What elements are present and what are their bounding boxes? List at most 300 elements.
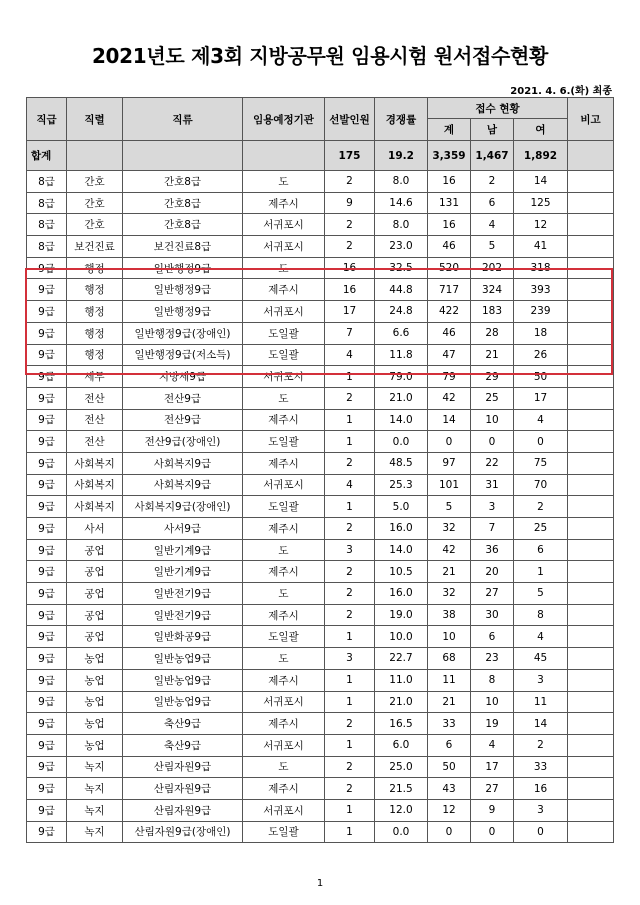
cell-female: 393 [514,279,568,301]
cell-agency: 서귀포시 [243,691,325,713]
cell-ratio: 10.0 [375,626,428,648]
cell-total: 717 [428,279,471,301]
cell-agency: 도 [243,387,325,409]
cell-female: 1 [514,561,568,583]
cell-male: 36 [471,539,514,561]
cell-ratio: 48.5 [375,452,428,474]
table-row [27,496,614,518]
table-row [27,409,614,431]
cell-ratio: 0.0 [375,431,428,453]
cell-series: 사회복지 [67,474,123,496]
totals-note [568,141,614,171]
cell-ratio: 19.0 [375,604,428,626]
cell-female: 3 [514,669,568,691]
cell-agency: 도 [243,171,325,193]
cell-note [568,322,614,344]
cell-job: 전산9급(장애인) [123,431,243,453]
cell-male: 7 [471,518,514,540]
cell-note [568,799,614,821]
cell-job: 사회복지9급 [123,452,243,474]
table-row [27,734,614,756]
cell-agency: 도 [243,648,325,670]
cell-grade: 9급 [27,409,67,431]
cell-quota: 2 [325,713,375,735]
totals-quota: 175 [325,141,375,171]
cell-series: 농업 [67,669,123,691]
cell-note [568,171,614,193]
cell-female: 18 [514,322,568,344]
cell-total: 21 [428,691,471,713]
cell-note [568,713,614,735]
cell-grade: 9급 [27,366,67,388]
cell-ratio: 25.3 [375,474,428,496]
cell-quota: 1 [325,431,375,453]
cell-quota: 1 [325,496,375,518]
cell-grade: 9급 [27,539,67,561]
cell-series: 공업 [67,604,123,626]
table-row [27,799,614,821]
cell-job: 축산9급 [123,734,243,756]
cell-series: 행정 [67,344,123,366]
cell-job: 산림자원9급 [123,799,243,821]
cell-series: 간호 [67,192,123,214]
cell-total: 32 [428,518,471,540]
cell-agency: 제주시 [243,713,325,735]
cell-ratio: 11.8 [375,344,428,366]
cell-agency: 서귀포시 [243,214,325,236]
table-row [27,648,614,670]
cell-job: 산림자원9급 [123,756,243,778]
cell-series: 녹지 [67,756,123,778]
cell-male: 324 [471,279,514,301]
totals-female: 1,892 [514,141,568,171]
cell-female: 5 [514,583,568,605]
totals-series [67,141,123,171]
cell-ratio: 11.0 [375,669,428,691]
page-number: 1 [316,878,324,889]
table-row [27,366,614,388]
cell-female: 239 [514,301,568,323]
table-row [27,518,614,540]
cell-note [568,474,614,496]
cell-job: 일반농업9급 [123,648,243,670]
cell-job: 일반전기9급 [123,604,243,626]
cell-agency: 제주시 [243,604,325,626]
cell-male: 27 [471,583,514,605]
cell-note [568,648,614,670]
cell-male: 27 [471,778,514,800]
cell-job: 일반농업9급 [123,669,243,691]
header-total: 계 [428,119,471,141]
cell-agency: 도일괄 [243,322,325,344]
cell-quota: 1 [325,821,375,843]
cell-total: 79 [428,366,471,388]
cell-job: 사서9급 [123,518,243,540]
cell-total: 43 [428,778,471,800]
cell-series: 농업 [67,713,123,735]
cell-job: 일반행정9급 [123,257,243,279]
cell-quota: 1 [325,669,375,691]
cell-female: 4 [514,409,568,431]
cell-female: 0 [514,821,568,843]
cell-note [568,626,614,648]
cell-total: 16 [428,214,471,236]
cell-note [568,583,614,605]
cell-grade: 8급 [27,236,67,258]
cell-total: 42 [428,539,471,561]
cell-ratio: 44.8 [375,279,428,301]
cell-grade: 9급 [27,821,67,843]
cell-ratio: 21.5 [375,778,428,800]
cell-ratio: 12.0 [375,799,428,821]
cell-note [568,821,614,843]
cell-series: 행정 [67,322,123,344]
cell-ratio: 10.5 [375,561,428,583]
cell-quota: 2 [325,171,375,193]
table-row [27,322,614,344]
table-row [27,821,614,843]
cell-male: 6 [471,192,514,214]
cell-total: 46 [428,322,471,344]
date-note: 2021. 4. 6.(화) 최종 [510,86,612,97]
header-apply-status: 접수 현황 [428,98,568,119]
table-row [27,214,614,236]
table-row [27,279,614,301]
cell-quota: 2 [325,778,375,800]
cell-male: 3 [471,496,514,518]
cell-series: 간호 [67,214,123,236]
cell-agency: 서귀포시 [243,301,325,323]
cell-ratio: 16.0 [375,583,428,605]
cell-ratio: 16.0 [375,518,428,540]
cell-male: 23 [471,648,514,670]
cell-note [568,539,614,561]
cell-job: 일반전기9급 [123,583,243,605]
cell-quota: 17 [325,301,375,323]
cell-grade: 9급 [27,474,67,496]
cell-quota: 16 [325,257,375,279]
cell-agency: 도 [243,539,325,561]
cell-grade: 9급 [27,322,67,344]
cell-grade: 9급 [27,431,67,453]
cell-agency: 서귀포시 [243,366,325,388]
cell-quota: 4 [325,344,375,366]
cell-female: 2 [514,734,568,756]
cell-series: 공업 [67,561,123,583]
cell-total: 16 [428,171,471,193]
cell-note [568,344,614,366]
table-row [27,604,614,626]
cell-job: 산림자원9급 [123,778,243,800]
cell-series: 녹지 [67,778,123,800]
cell-quota: 1 [325,366,375,388]
cell-job: 일반화공9급 [123,626,243,648]
cell-male: 9 [471,799,514,821]
cell-quota: 2 [325,561,375,583]
cell-agency: 도 [243,257,325,279]
cell-total: 68 [428,648,471,670]
cell-quota: 4 [325,474,375,496]
cell-female: 11 [514,691,568,713]
cell-series: 녹지 [67,821,123,843]
application-status-table [26,97,614,843]
cell-female: 0 [514,431,568,453]
cell-male: 6 [471,626,514,648]
cell-grade: 9급 [27,604,67,626]
cell-agency: 제주시 [243,518,325,540]
cell-ratio: 32.5 [375,257,428,279]
cell-note [568,279,614,301]
cell-job: 일반기계9급 [123,539,243,561]
totals-job [123,141,243,171]
cell-agency: 도 [243,756,325,778]
cell-agency: 제주시 [243,561,325,583]
cell-male: 0 [471,821,514,843]
table-row [27,452,614,474]
cell-ratio: 24.8 [375,301,428,323]
cell-agency: 제주시 [243,192,325,214]
table-row [27,431,614,453]
totals-agency [243,141,325,171]
cell-total: 0 [428,821,471,843]
cell-job: 일반기계9급 [123,561,243,583]
cell-female: 8 [514,604,568,626]
cell-ratio: 14.0 [375,409,428,431]
cell-total: 0 [428,431,471,453]
table-row [27,691,614,713]
cell-job: 간호8급 [123,192,243,214]
cell-female: 33 [514,756,568,778]
table-row [27,583,614,605]
cell-total: 50 [428,756,471,778]
cell-grade: 9급 [27,626,67,648]
cell-job: 일반행정9급(장애인) [123,322,243,344]
cell-grade: 9급 [27,496,67,518]
cell-grade: 9급 [27,452,67,474]
cell-series: 사서 [67,518,123,540]
cell-ratio: 79.0 [375,366,428,388]
cell-quota: 2 [325,583,375,605]
cell-male: 29 [471,366,514,388]
cell-total: 97 [428,452,471,474]
cell-job: 일반농업9급 [123,691,243,713]
cell-female: 70 [514,474,568,496]
cell-series: 공업 [67,626,123,648]
cell-job: 산림자원9급(장애인) [123,821,243,843]
cell-job: 간호8급 [123,171,243,193]
cell-note [568,301,614,323]
cell-note [568,518,614,540]
cell-grade: 9급 [27,691,67,713]
cell-ratio: 8.0 [375,171,428,193]
cell-quota: 1 [325,691,375,713]
cell-quota: 1 [325,626,375,648]
cell-ratio: 6.0 [375,734,428,756]
cell-note [568,192,614,214]
cell-series: 농업 [67,648,123,670]
cell-female: 2 [514,496,568,518]
cell-total: 12 [428,799,471,821]
cell-total: 131 [428,192,471,214]
cell-ratio: 0.0 [375,821,428,843]
cell-male: 28 [471,322,514,344]
cell-male: 25 [471,387,514,409]
cell-agency: 서귀포시 [243,236,325,258]
cell-agency: 도일괄 [243,626,325,648]
cell-series: 행정 [67,301,123,323]
cell-grade: 9급 [27,734,67,756]
cell-ratio: 8.0 [375,214,428,236]
cell-quota: 3 [325,648,375,670]
cell-ratio: 22.7 [375,648,428,670]
cell-series: 전산 [67,431,123,453]
table-row [27,713,614,735]
cell-total: 32 [428,583,471,605]
cell-note [568,452,614,474]
cell-grade: 9급 [27,713,67,735]
cell-series: 공업 [67,583,123,605]
cell-grade: 9급 [27,301,67,323]
cell-male: 19 [471,713,514,735]
cell-male: 30 [471,604,514,626]
table-row [27,387,614,409]
cell-female: 6 [514,539,568,561]
cell-ratio: 14.6 [375,192,428,214]
cell-male: 4 [471,734,514,756]
cell-total: 6 [428,734,471,756]
header-series: 직렬 [67,98,123,141]
cell-series: 전산 [67,387,123,409]
cell-agency: 도 [243,583,325,605]
cell-agency: 도일괄 [243,496,325,518]
cell-male: 20 [471,561,514,583]
cell-female: 16 [514,778,568,800]
cell-series: 행정 [67,279,123,301]
cell-total: 101 [428,474,471,496]
cell-total: 520 [428,257,471,279]
cell-quota: 2 [325,236,375,258]
cell-agency: 서귀포시 [243,474,325,496]
cell-job: 축산9급 [123,713,243,735]
cell-male: 5 [471,236,514,258]
table-row [27,257,614,279]
cell-agency: 제주시 [243,778,325,800]
cell-job: 지방세9급 [123,366,243,388]
cell-male: 0 [471,431,514,453]
cell-total: 38 [428,604,471,626]
cell-note [568,604,614,626]
cell-job: 일반행정9급 [123,301,243,323]
cell-job: 보건진료8급 [123,236,243,258]
table-row [27,626,614,648]
cell-male: 10 [471,691,514,713]
totals-male: 1,467 [471,141,514,171]
cell-grade: 9급 [27,279,67,301]
cell-agency: 서귀포시 [243,734,325,756]
cell-female: 45 [514,648,568,670]
cell-ratio: 14.0 [375,539,428,561]
cell-note [568,496,614,518]
table-row [27,669,614,691]
cell-grade: 9급 [27,583,67,605]
cell-grade: 9급 [27,756,67,778]
table-row [27,301,614,323]
cell-female: 14 [514,171,568,193]
header-female: 여 [514,119,568,141]
cell-job: 간호8급 [123,214,243,236]
cell-agency: 제주시 [243,669,325,691]
cell-agency: 도일괄 [243,344,325,366]
cell-quota: 2 [325,756,375,778]
cell-quota: 1 [325,409,375,431]
cell-quota: 2 [325,214,375,236]
cell-quota: 2 [325,518,375,540]
cell-job: 사회복지9급(장애인) [123,496,243,518]
cell-job: 일반행정9급(저소득) [123,344,243,366]
cell-series: 농업 [67,734,123,756]
cell-female: 41 [514,236,568,258]
table-row [27,236,614,258]
cell-agency: 도일괄 [243,821,325,843]
cell-note [568,366,614,388]
cell-series: 행정 [67,257,123,279]
cell-female: 75 [514,452,568,474]
cell-total: 5 [428,496,471,518]
table-row [27,192,614,214]
cell-total: 11 [428,669,471,691]
cell-agency: 제주시 [243,452,325,474]
cell-ratio: 23.0 [375,236,428,258]
cell-grade: 8급 [27,171,67,193]
table-row [27,344,614,366]
cell-note [568,778,614,800]
cell-ratio: 21.0 [375,691,428,713]
cell-male: 202 [471,257,514,279]
cell-female: 318 [514,257,568,279]
cell-total: 33 [428,713,471,735]
cell-quota: 2 [325,604,375,626]
cell-total: 42 [428,387,471,409]
cell-quota: 1 [325,734,375,756]
totals-label: 합계 [27,141,67,171]
header-ratio: 경쟁률 [375,98,428,141]
cell-note [568,734,614,756]
cell-male: 17 [471,756,514,778]
cell-series: 세무 [67,366,123,388]
header-quota: 선발인원 [325,98,375,141]
cell-total: 14 [428,409,471,431]
cell-series: 간호 [67,171,123,193]
cell-female: 26 [514,344,568,366]
cell-female: 50 [514,366,568,388]
cell-female: 4 [514,626,568,648]
cell-male: 8 [471,669,514,691]
header-job: 직류 [123,98,243,141]
cell-female: 25 [514,518,568,540]
cell-grade: 9급 [27,799,67,821]
cell-agency: 서귀포시 [243,799,325,821]
cell-series: 녹지 [67,799,123,821]
cell-note [568,431,614,453]
cell-series: 공업 [67,539,123,561]
totals-total: 3,359 [428,141,471,171]
cell-female: 12 [514,214,568,236]
cell-female: 3 [514,799,568,821]
cell-series: 농업 [67,691,123,713]
cell-quota: 1 [325,799,375,821]
cell-male: 22 [471,452,514,474]
cell-male: 2 [471,171,514,193]
